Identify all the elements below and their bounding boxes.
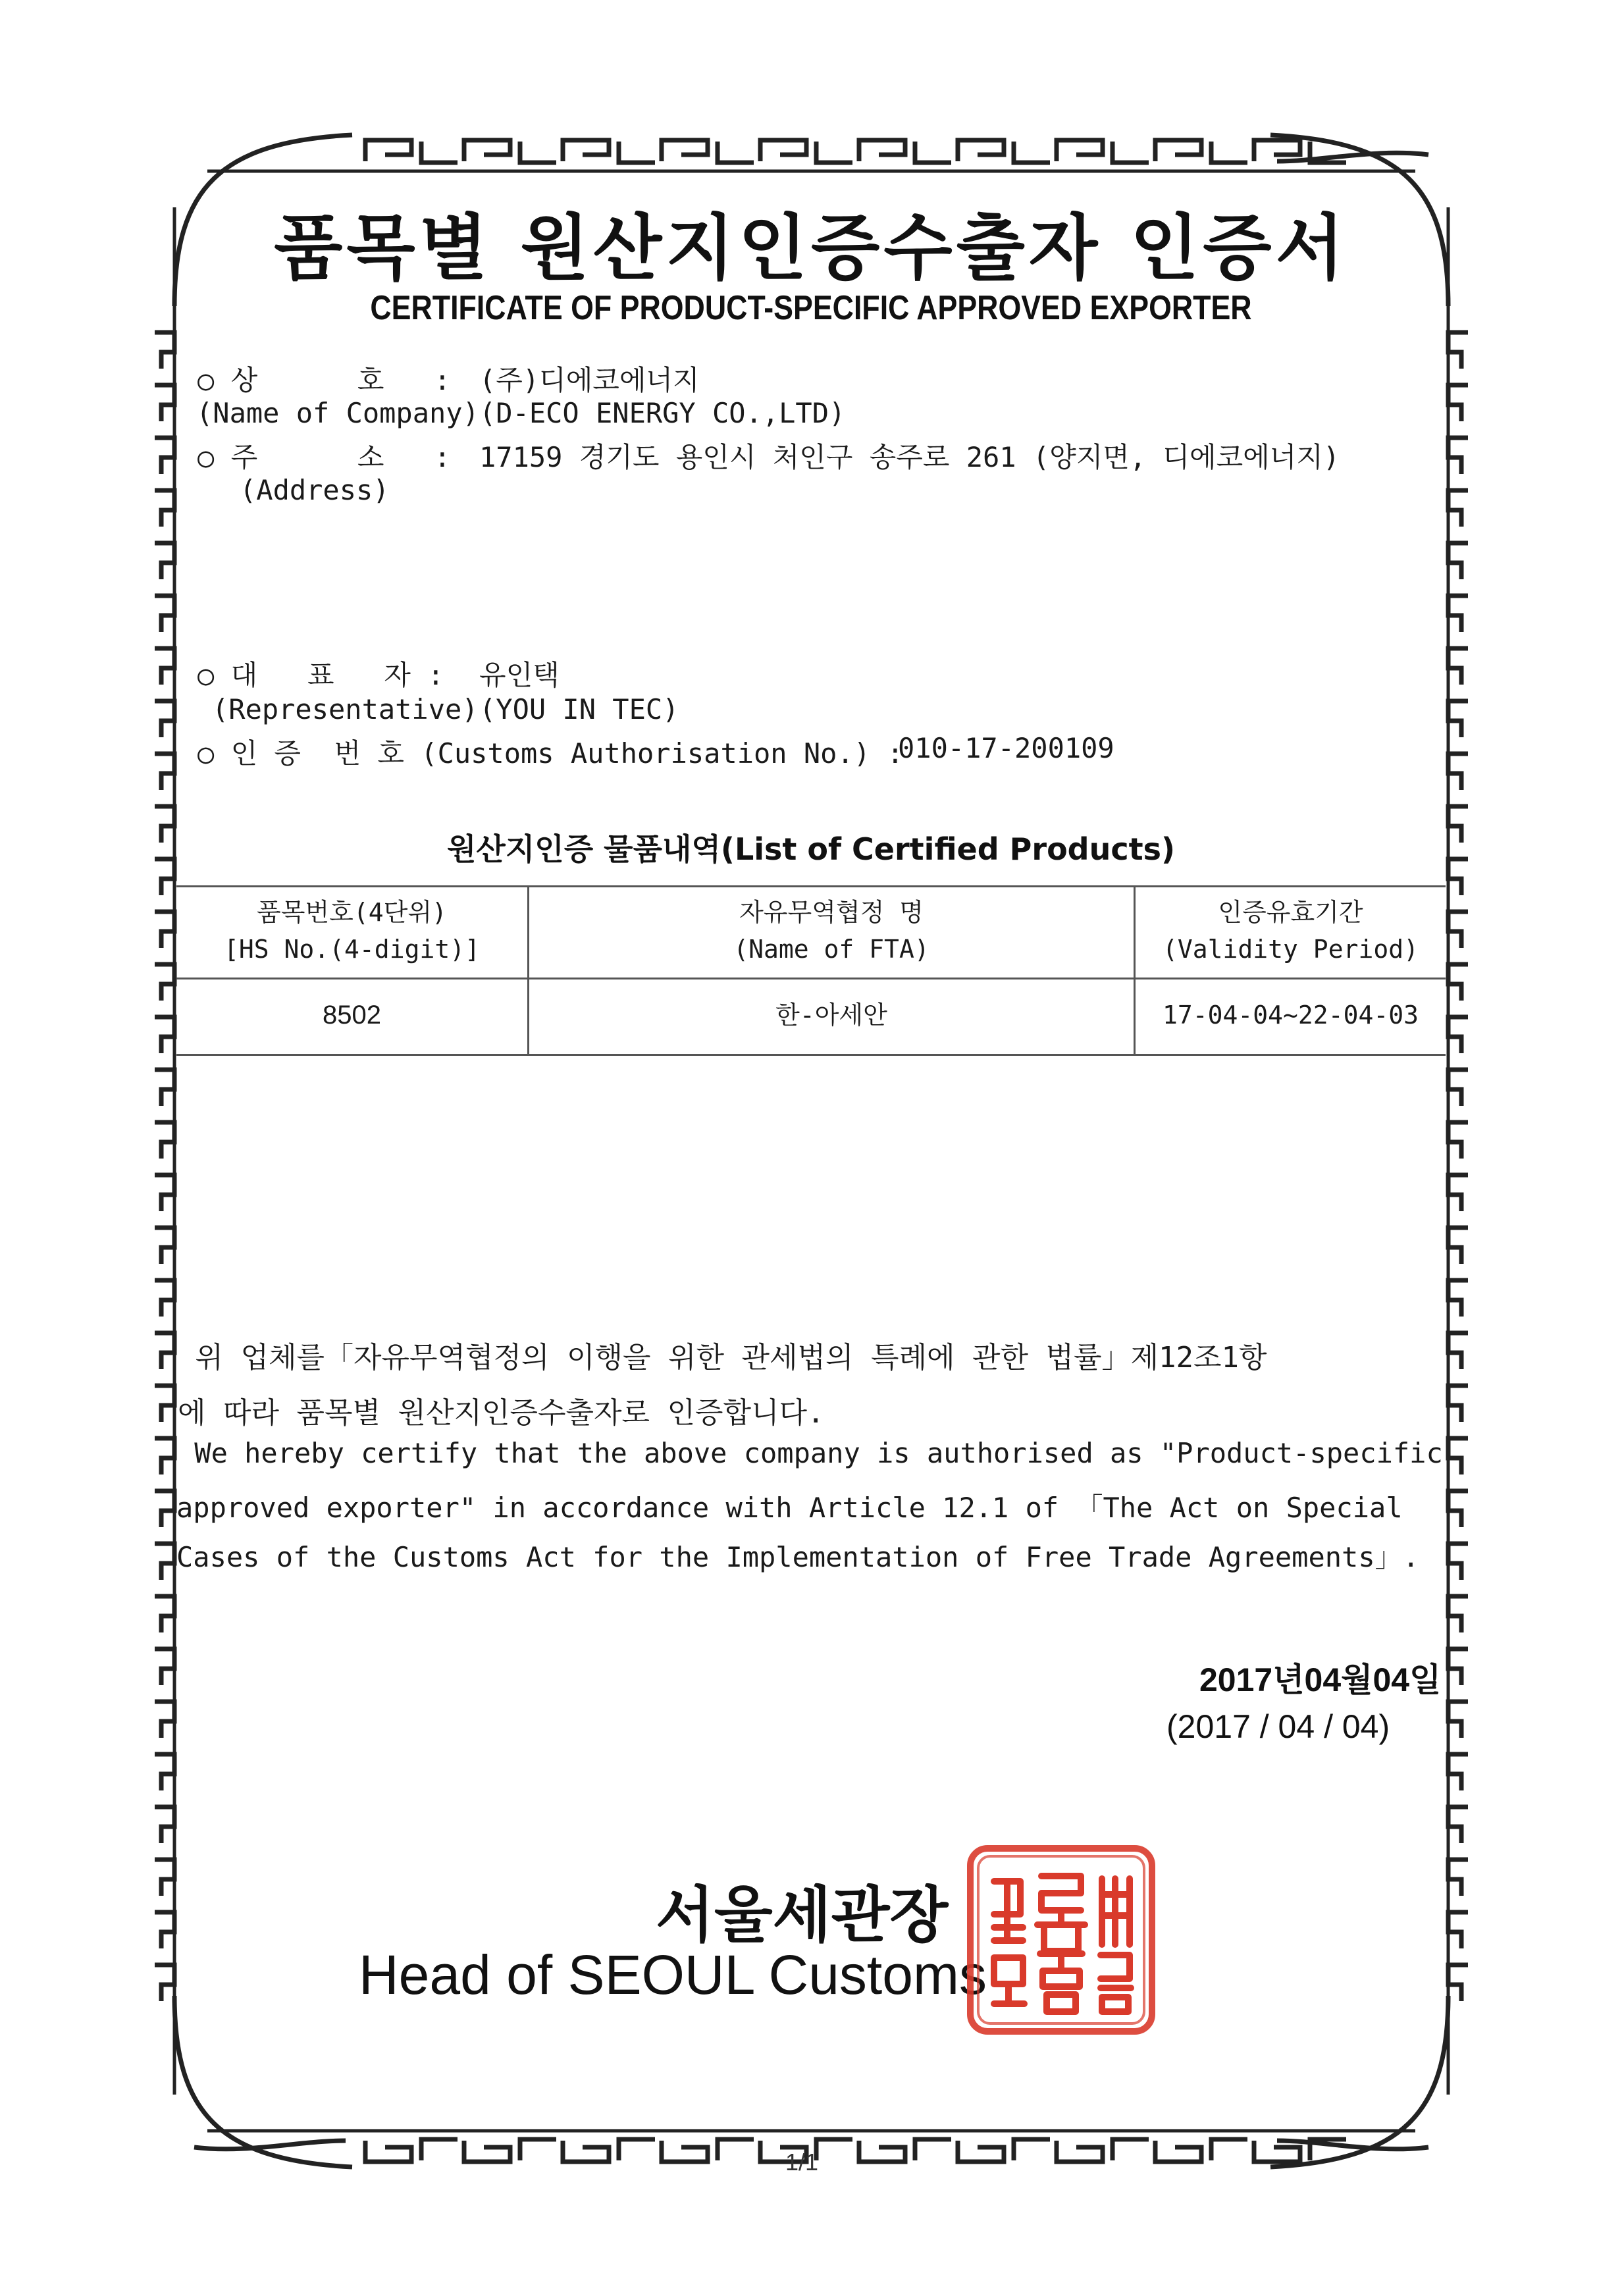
company-label-korean: ○ 상 호 : (197, 364, 451, 396)
certificate-title-english: CERTIFICATE OF PRODUCT-SPECIFIC APPROVED EXPORTER (370, 289, 1252, 327)
company-name-korean: (주)디에코에너지 (479, 364, 700, 396)
address-value: 17159 경기도 용인시 처인구 송주로 261 (양지면, 디에코에너지) (479, 441, 1340, 473)
statement-english-line-3: Cases of the Customs Act for the Implementation of Free Trade Agreements」. (176, 1541, 1419, 1573)
representative-name-korean: 유인택 (479, 659, 560, 691)
company-name-english: (D-ECO ENERGY CO.,LTD) (479, 397, 846, 429)
header-hs-english: [HS No.(4-digit)] (224, 935, 480, 964)
table-row (176, 997, 527, 1033)
statement-korean-line-2: 에 따라 품목별 원산지인증수출자로 인증합니다. (178, 1396, 825, 1430)
authorisation-number: 010-17-200109 (898, 732, 1114, 764)
table-top-border (176, 885, 1446, 887)
cell-hs-number: 8502 (323, 1001, 381, 1030)
statement-korean-line-1: 위 업체를「자유무역협정의 이행을 위한 관세법의 특례에 관한 법률」제12조1항 (178, 1341, 1267, 1374)
products-list-title: 원산지인증 물품내역(List of Certified Products) (446, 831, 1176, 867)
representative-name-english: (YOU IN TEC) (479, 693, 679, 725)
representative-label-korean: ○ 대 표 자 : (197, 659, 444, 691)
table-row (529, 997, 1134, 1033)
table-bottom-border (176, 1054, 1446, 1056)
header-hs-korean: 품목번호(4단위) (257, 898, 447, 927)
issue-date-korean: 2017년04월04일 (1199, 1661, 1442, 1698)
header-validity-korean: 인증유효기간 (1218, 898, 1363, 927)
table-header-hs (176, 894, 527, 968)
cell-validity-period: 17-04-04~22-04-03 (1163, 1001, 1419, 1030)
statement-english-line-1: We hereby certify that the above company is authorised as "Product-specific (178, 1437, 1443, 1469)
authorisation-label: ○ 인 증 번 호 (Customs Authorisation No.) : (197, 737, 904, 770)
header-fta-korean: 자유무역협정 명 (739, 898, 924, 927)
representative-label-english: (Representative) (212, 693, 479, 725)
signatory-english: Head of SEOUL Customs (359, 1944, 987, 2006)
header-validity-english: (Validity Period) (1163, 935, 1419, 964)
issue-date-numeric: (2017 / 04 / 04) (1166, 1708, 1390, 1745)
table-header-fta (529, 894, 1134, 968)
address-label-korean: ○ 주 소 : (197, 441, 451, 473)
table-header-divider (176, 978, 1446, 979)
address-label-english: (Address) (240, 474, 390, 506)
official-seal-stamp (964, 1842, 1159, 2038)
signatory-korean: 서울세관장 (656, 1880, 949, 1950)
header-fta-english: (Name of FTA) (733, 935, 929, 964)
company-label-english: (Name of Company) (196, 397, 479, 429)
cell-fta-name: 한-아세안 (775, 1001, 887, 1030)
page-number: 1/1 (785, 2149, 819, 2176)
statement-english-line-2: approved exporter" in accordance with Article 12.1 of 「The Act on Special (176, 1492, 1403, 1524)
table-row (1136, 997, 1446, 1033)
certificate-title-korean: 품목별 원산지인증수출자 인증서 (274, 207, 1348, 290)
table-header-validity (1136, 894, 1446, 968)
